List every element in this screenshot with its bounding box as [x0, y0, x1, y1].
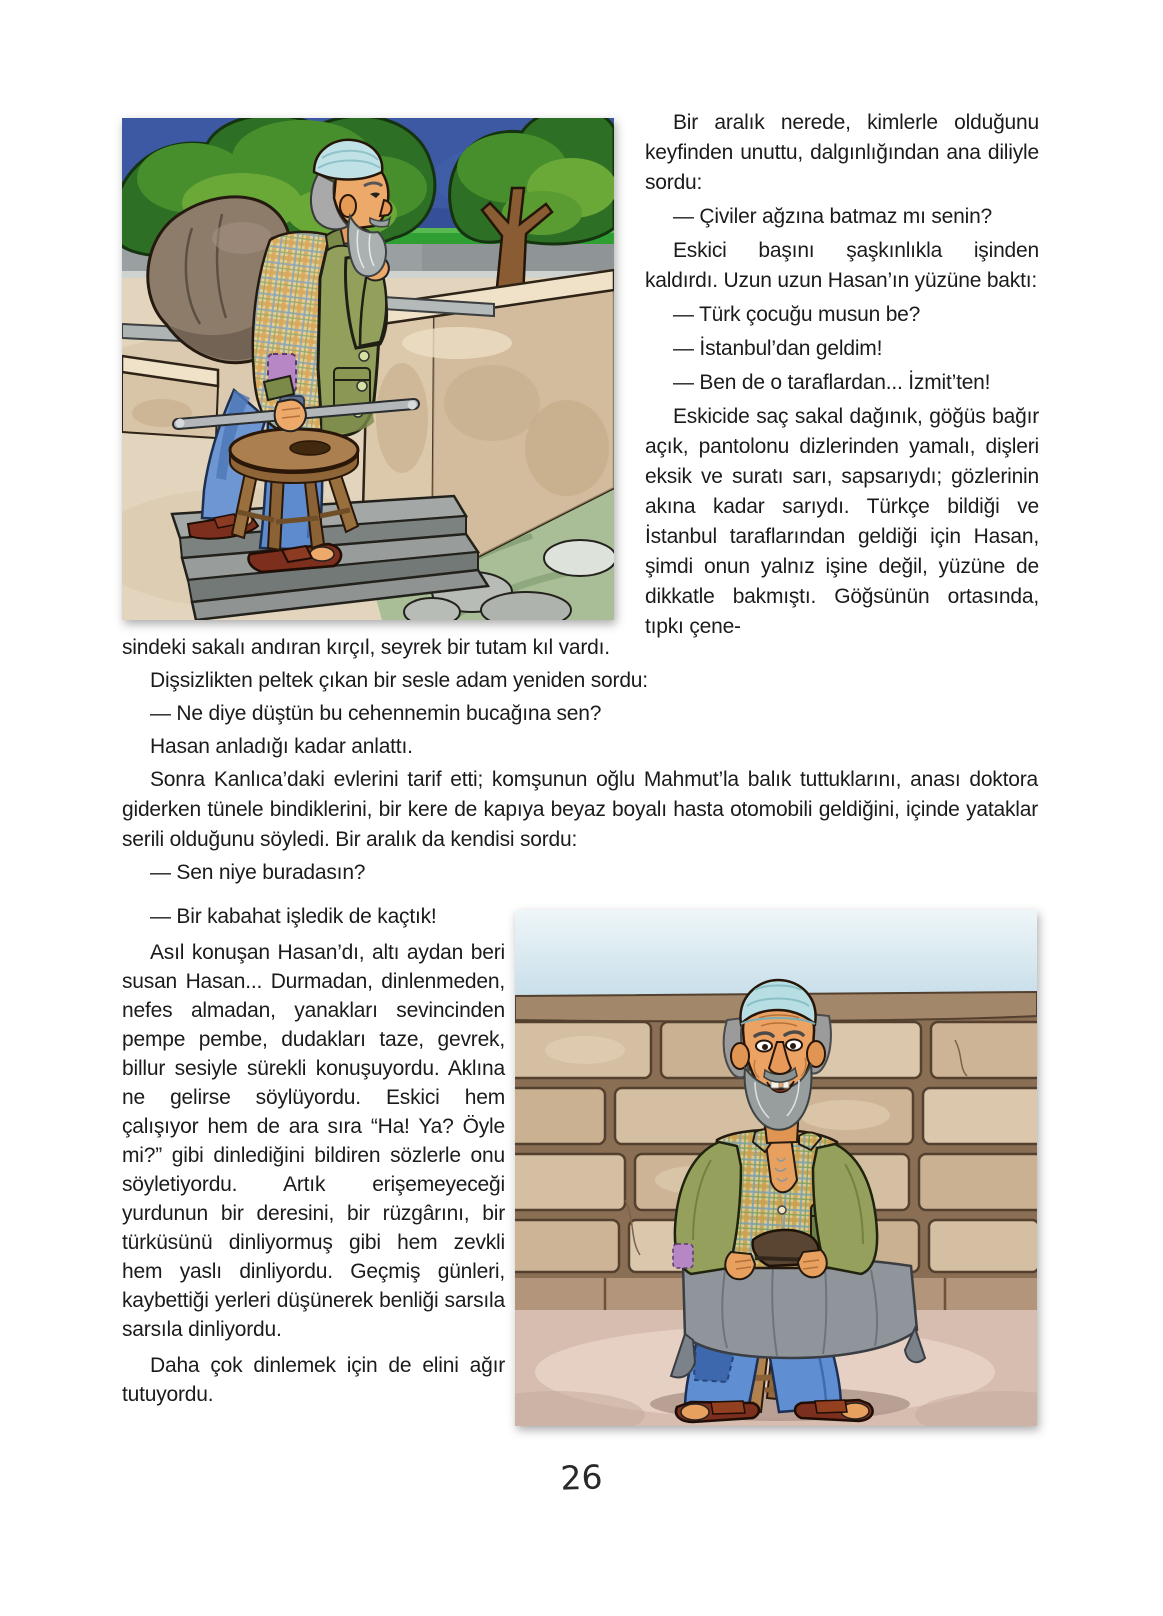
- walking-scene: [122, 118, 614, 620]
- paragraph: Dişsizlikten peltek çıkan bir sesle adam yeniden sordu:: [150, 669, 648, 692]
- dialogue-line: — Sen niye buradasın?: [150, 861, 366, 884]
- dialogue-line: — Bir kabahat işledik de kaçtık!: [150, 905, 437, 928]
- dialogue-line: — Türk çocuğu musun be?: [673, 303, 921, 326]
- dialogue-line: — Ben de o taraflardan... İzmit’ten!: [673, 371, 991, 394]
- sandal: [676, 1401, 759, 1422]
- sandal: [795, 1400, 873, 1421]
- paragraph: Daha çok dinlemek için de elini ağır tutuyordu.: [122, 1354, 505, 1406]
- ear: [340, 195, 356, 217]
- paragraph: Eskici başını şaşkınlıkla işinden kaldırdı. Uzun uzun Hasan’ın yüzüne baktı:: [645, 239, 1039, 292]
- right-text-column: [645, 108, 1039, 646]
- ear: [807, 1041, 825, 1067]
- ear: [731, 1043, 749, 1069]
- illustration-eskici-sitting: [515, 910, 1037, 1426]
- sitting-scene: [515, 910, 1037, 1426]
- full-width-text: [122, 633, 1038, 891]
- dialogue-line: — Çiviler ağzına batmaz mı senin?: [673, 205, 993, 228]
- purple-patch: [673, 1244, 693, 1268]
- paragraph: Sonra Kanlıca’daki evlerini tarif etti; komşunun oğlu Mahmut’la balık tuttuklarını, anası doktora giderken tünele bindiklerini, bir kere de kapıya beyaz boyalı hasta otomobili geldiğini, içinde yataklar serili olduğunu söyledi. Bir aralık da kendisi sordu:: [122, 768, 1038, 851]
- dialogue-line: — Ne diye düştün bu cehennemin bucağına sen?: [150, 702, 602, 725]
- illustration-eskici-walking: [122, 118, 614, 620]
- dialogue-line: — İstanbul’dan geldim!: [673, 337, 883, 360]
- paragraph: sindeki sakalı andıran kırçıl, seyrek bir tutam kıl vardı.: [122, 636, 610, 659]
- paragraph: Asıl konuşan Hasan’dı, altı aydan beri susan Hasan... Durmadan, dinlenmeden, nefes almadan, yanakları sevincinden pempe pembe, dudakları taze, gevrek, billur sesiyle sürekli konuşuyordu. Aklına ne gelirse söylüyordu. Eskici hem çalışıyor hem de ara sıra “Ha! Ya? Öyle mi?” gibi dinlediğini bildiren sözlerle onu söyletiyordu. Artık erişemeyeceği yurdunun bir deresini, bir rüzgârını, bir türküsünü dinliyormuş gibi hem zevkli hem yaslı dinliyordu. Geçmiş günleri, kaybettiği yerleri düşünerek benliği sarsıla sarsıla dinliyordu.: [122, 941, 505, 1341]
- paragraph: Eskicide saç sakal dağınık, göğüs bağır açık, pantolonu dizlerinden yamalı, dişleri eksik ve suratı sarı, sapsarıydı; gözlerinin akına kadar sarıydı. Türkçe bildiği ve İstanbul taraflarından geldiği için Hasan, şimdi onun yalnız işine değil, yüzüne de dikkatle bakmıştı. Göğsünün ortasında, tıpkı çene-: [645, 405, 1039, 638]
- paragraph: Bir aralık nerede, kimlerle olduğunu keyfinden unuttu, dalgınlığından ana diliyle sordu:: [645, 111, 1039, 194]
- page-number: 26: [559, 1457, 604, 1498]
- left-text-column: [122, 902, 505, 1416]
- paragraph: Hasan anladığı kadar anlattı.: [150, 735, 413, 758]
